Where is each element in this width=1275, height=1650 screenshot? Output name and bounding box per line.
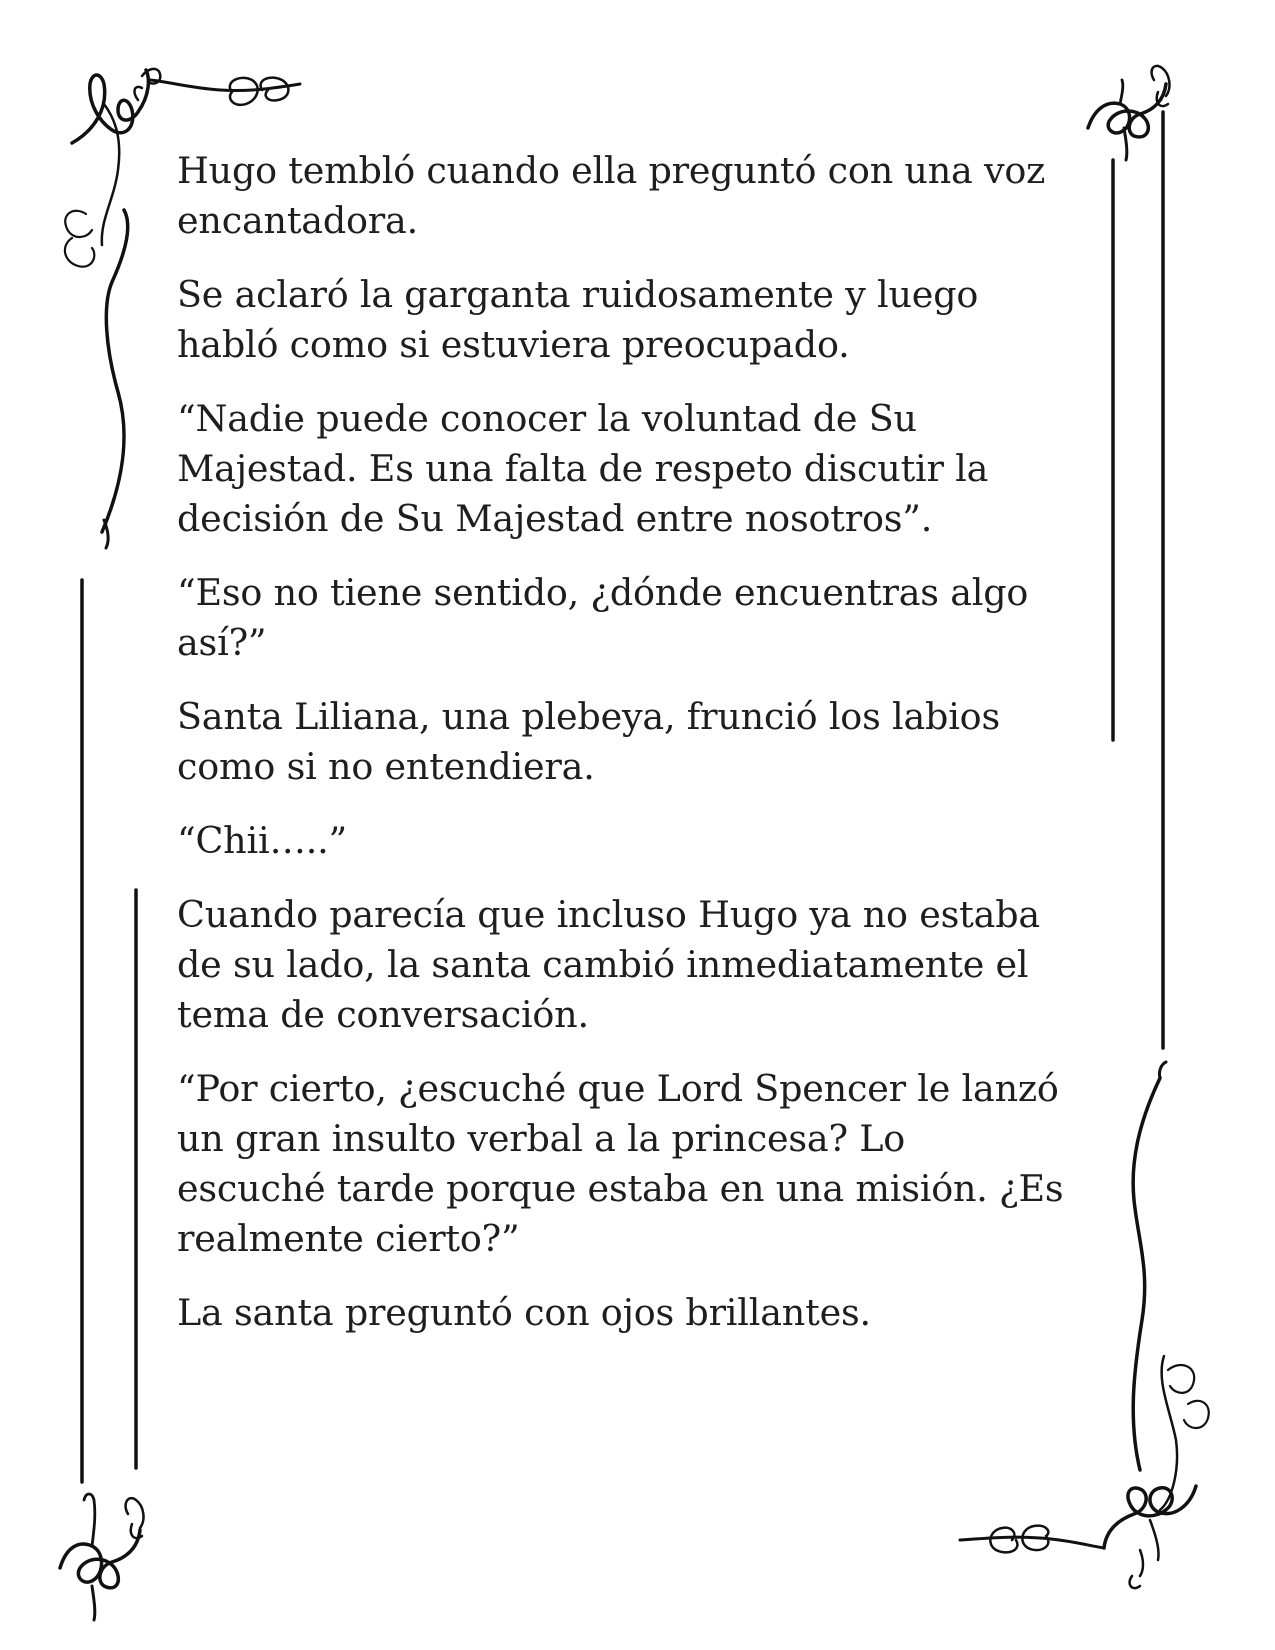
paragraph: La santa preguntó con ojos brillantes.: [177, 1291, 871, 1334]
paragraph: “Nadie puede conocer la voluntad de Su Majestad. Es una falta de respeto discutir la decisión de Su Majestad entre nosotros”.: [177, 397, 989, 540]
paragraph: “Eso no tiene sentido, ¿dónde encuentras algo así?”: [177, 571, 1029, 664]
paragraph: Santa Liliana, una plebeya, frunció los labios como si no entendiera.: [177, 695, 1000, 788]
paragraph: Cuando parecía que incluso Hugo ya no estaba de su lado, la santa cambió inmediatamente el tema de conversación.: [177, 893, 1040, 1036]
paragraph: Hugo tembló cuando ella preguntó con una voz encantadora.: [177, 149, 1046, 242]
story-text: [177, 146, 1127, 1362]
paragraph: “Por cierto, ¿escuché que Lord Spencer le lanzó un gran insulto verbal a la princesa? Lo escuché tarde porque estaba en una misión. ¿Es realmente cierto?”: [177, 1067, 1064, 1260]
paragraph: “Chii…..”: [177, 819, 348, 862]
paragraph: Se aclaró la garganta ruidosamente y luego habló como si estuviera preocupado.: [177, 273, 979, 366]
bottom-left-flourish-icon: [60, 1494, 143, 1620]
